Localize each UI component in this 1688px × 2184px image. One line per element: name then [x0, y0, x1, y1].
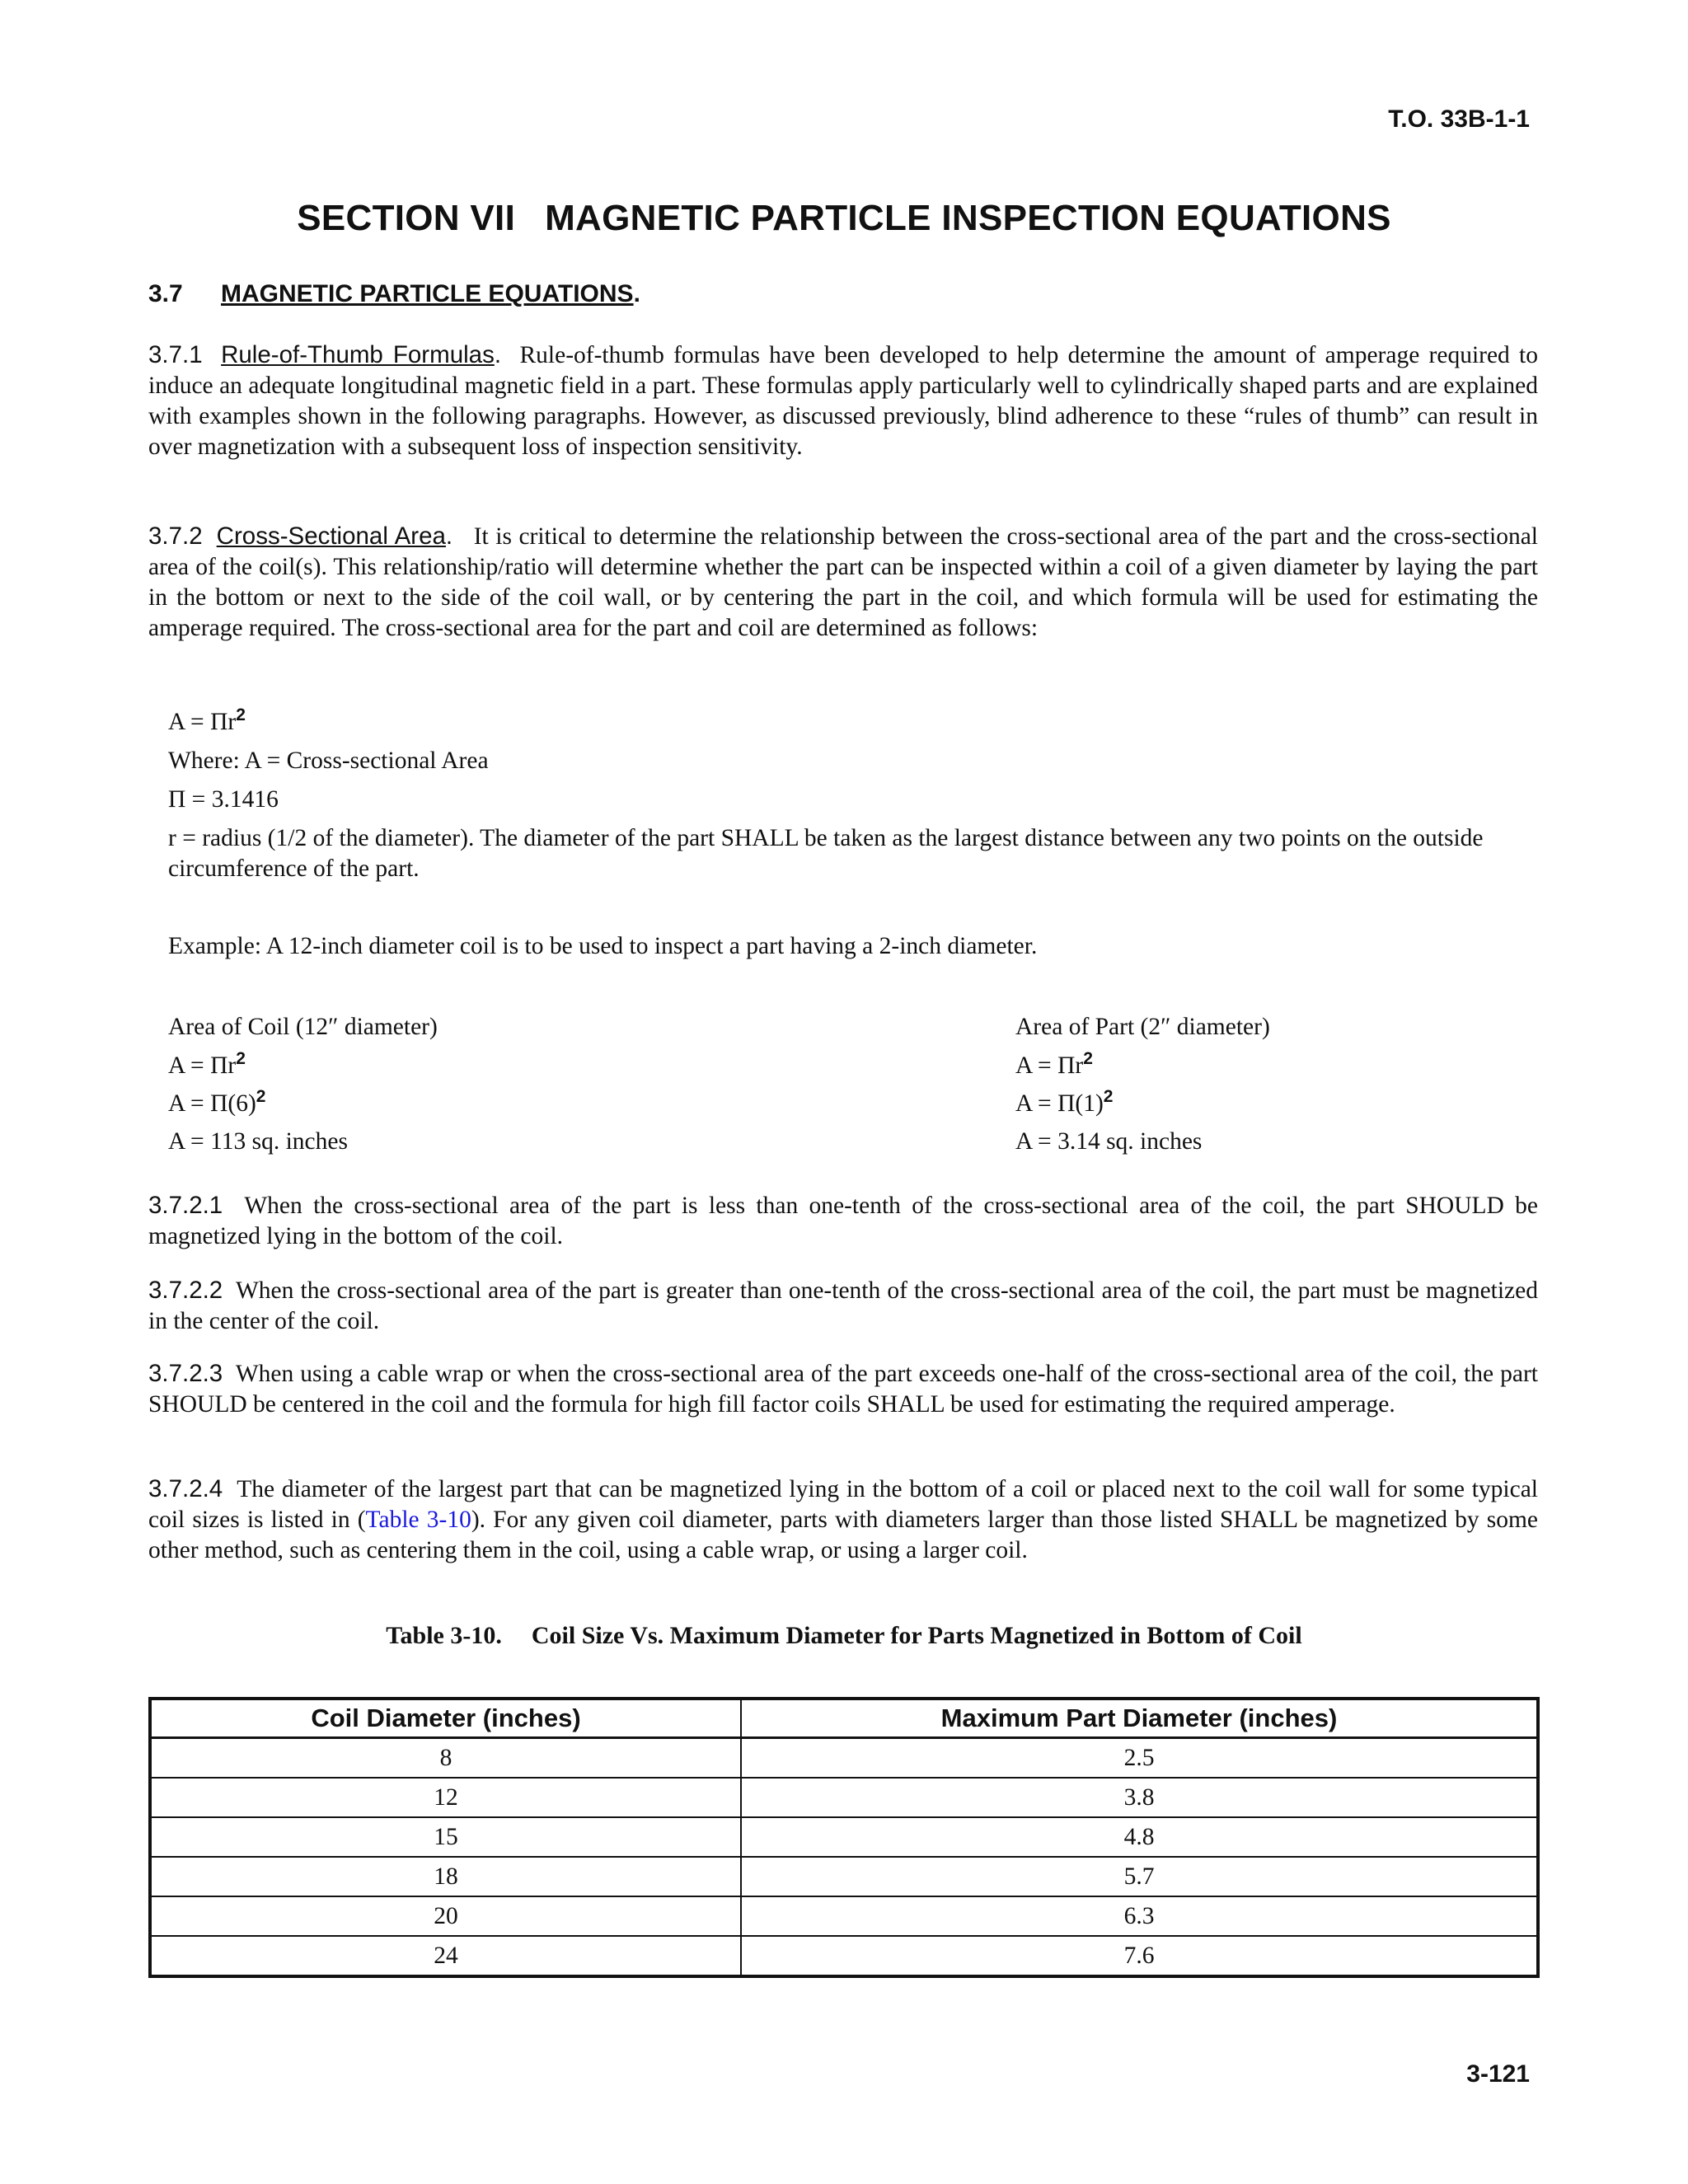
document-number: T.O. 33B-1-1: [1388, 105, 1530, 133]
table-row: [150, 1936, 1538, 1976]
coil-area-formula: [168, 1051, 246, 1081]
max-part-diameter-cell: 6.3: [741, 1896, 1538, 1936]
table-row: [150, 1778, 1538, 1817]
max-part-diameter-cell: 5.7: [741, 1857, 1538, 1896]
paragraph-text: Rule-of-thumb formulas have been developed to help determine the amount of amperage required to induce an adequate longitudinal magnetic field in a part. These formulas apply particularly well to cylindrically shaped parts and are explained with examples shown in the following paragraphs. However, as discussed previously, blind adherence to these “rules of thumb” can result in over magnetization with a subsequent loss of inspection sensitivity.: [148, 342, 1538, 460]
coil-substitution-exponent: 2: [256, 1087, 266, 1106]
coil-substitution-text: A = Π(6): [168, 1090, 256, 1117]
table-caption-text: Coil Size Vs. Maximum Diameter for Parts Magnetized in Bottom of Coil: [531, 1622, 1302, 1649]
coil-area-substitution: [168, 1089, 265, 1119]
paragraph-3-7-2: [148, 521, 1538, 644]
coil-diameter-cell: 20: [150, 1896, 741, 1936]
paragraph-title: Cross-Sectional Area: [216, 523, 446, 550]
page-number: 3-121: [1466, 2060, 1530, 2088]
table-row: [150, 1738, 1538, 1779]
part-substitution-text: A = Π(1): [1015, 1090, 1104, 1117]
section-label: SECTION VII: [297, 198, 516, 238]
max-part-diameter-cell: 3.8: [741, 1778, 1538, 1817]
pi-definition: Π = 3.1416: [168, 786, 279, 813]
paragraph-number: 3.7.2.1: [148, 1192, 223, 1219]
max-part-diameter-cell: 2.5: [741, 1738, 1538, 1779]
paragraph-3-7-2-4: [148, 1474, 1538, 1566]
max-part-diameter-cell: 4.8: [741, 1817, 1538, 1857]
formula-exponent: 2: [236, 705, 246, 724]
coil-diameter-cell: 24: [150, 1936, 741, 1976]
paragraph-3-7-1: [148, 340, 1538, 462]
where-definition: Where: A = Cross-sectional Area: [168, 748, 489, 774]
table-header-row: [150, 1699, 1538, 1738]
paragraph-number: 3.7.1: [148, 341, 203, 368]
section-title-text: MAGNETIC PARTICLE INSPECTION EQUATIONS: [545, 198, 1391, 238]
paragraph-text: It is critical to determine the relationship between the cross-sectional area of the part and the cross-sectional area of the coil(s). This relationship/ratio will determine whether the part can be inspected within a coil of a given diameter by laying the part in the bottom or next to the side of the coil wall, or by centering the part in the coil, and which formula will be used for estimating the amperage required. The cross-sectional area for the part and coil are determined as follows:: [148, 523, 1538, 641]
paragraph-text-before: The diameter of the largest part that can be magnetized lying in the bottom of a coil or placed next to the coil wall for some typical coil sizes is listed in (: [148, 1476, 1539, 1533]
heading-trail: .: [633, 280, 640, 307]
paragraph-3-7-2-2: [148, 1275, 1538, 1337]
coil-diameter-cell: 18: [150, 1857, 741, 1896]
table-caption: [148, 1622, 1540, 1650]
example-statement: Example: A 12-inch diameter coil is to be used to inspect a part having a 2-inch diameter.: [168, 933, 1038, 959]
paragraph-3-7-2-1: [148, 1190, 1538, 1252]
header-max-part-diameter: Maximum Part Diameter (inches): [741, 1699, 1538, 1738]
part-area-title: Area of Part (2″ diameter): [1015, 1014, 1270, 1040]
coil-formula-text: A = Πr: [168, 1052, 237, 1079]
paragraph-number: 3.7.2.4: [148, 1475, 223, 1502]
paragraph-text: When the cross-sectional area of the part is greater than one-tenth of the cross-sectional area of the coil, the part must be magnetized in the center of the coil.: [148, 1277, 1538, 1334]
max-part-diameter-cell: 7.6: [741, 1936, 1538, 1976]
heading-number: 3.7: [148, 280, 183, 307]
part-area-formula: [1015, 1051, 1093, 1081]
table-row: [150, 1817, 1538, 1857]
table-row: [150, 1857, 1538, 1896]
paragraph-title: Rule-of-Thumb Formulas: [221, 341, 495, 368]
part-area-substitution: [1015, 1089, 1113, 1119]
paragraph-text-after: ). For any given coil diameter, parts with diameters larger than those listed SHALL be magnetized by some other method, such as centering them in the coil, using a cable wrap, or using a larger coil.: [148, 1507, 1539, 1563]
paragraph-text: When using a cable wrap or when the cross-sectional area of the part exceeds one-half of the cross-sectional area of the coil, the part SHOULD be centered in the coil and the formula for high fill factor coils SHALL be used for estimating the required amperage.: [148, 1361, 1539, 1418]
paragraph-number: 3.7.2.2: [148, 1277, 223, 1304]
coil-diameter-cell: 8: [150, 1738, 741, 1779]
heading-title: MAGNETIC PARTICLE EQUATIONS: [221, 280, 634, 307]
section-title: [148, 198, 1540, 239]
paragraph-number: 3.7.2.3: [148, 1360, 223, 1387]
formula-text: A = Πr: [168, 709, 237, 735]
heading-3-7: [148, 280, 1538, 308]
part-formula-text: A = Πr: [1015, 1052, 1084, 1079]
table-row: [150, 1896, 1538, 1936]
coil-diameter-cell: 12: [150, 1778, 741, 1817]
coil-area-title: Area of Coil (12″ diameter): [168, 1014, 438, 1040]
coil-formula-exponent: 2: [236, 1049, 246, 1068]
coil-diameter-cell: 15: [150, 1817, 741, 1857]
radius-definition: r = radius (1/2 of the diameter). The diameter of the part SHALL be taken as the largest distance between any two points on the outside circumference of the part.: [168, 825, 1484, 882]
coil-area-result: A = 113 sq. inches: [168, 1128, 348, 1155]
paragraph-text: When the cross-sectional area of the part is less than one-tenth of the cross-sectional area of the coil, the part SHOULD be magnetized lying in the bottom of the coil.: [148, 1193, 1538, 1249]
paragraph-title-trail: .: [445, 523, 453, 550]
part-substitution-exponent: 2: [1103, 1087, 1114, 1106]
paragraph-title-trail: .: [494, 341, 502, 368]
paragraph-number: 3.7.2: [148, 523, 203, 550]
part-area-result: A = 3.14 sq. inches: [1015, 1128, 1203, 1155]
part-formula-exponent: 2: [1083, 1049, 1093, 1068]
paragraph-3-7-2-3: [148, 1358, 1538, 1420]
table-3-10-link[interactable]: Table 3-10: [365, 1507, 471, 1533]
coil-size-table: [148, 1697, 1540, 1978]
table-caption-label: Table 3-10.: [386, 1622, 502, 1649]
header-coil-diameter: Coil Diameter (inches): [150, 1699, 741, 1738]
area-formula: [168, 707, 246, 738]
